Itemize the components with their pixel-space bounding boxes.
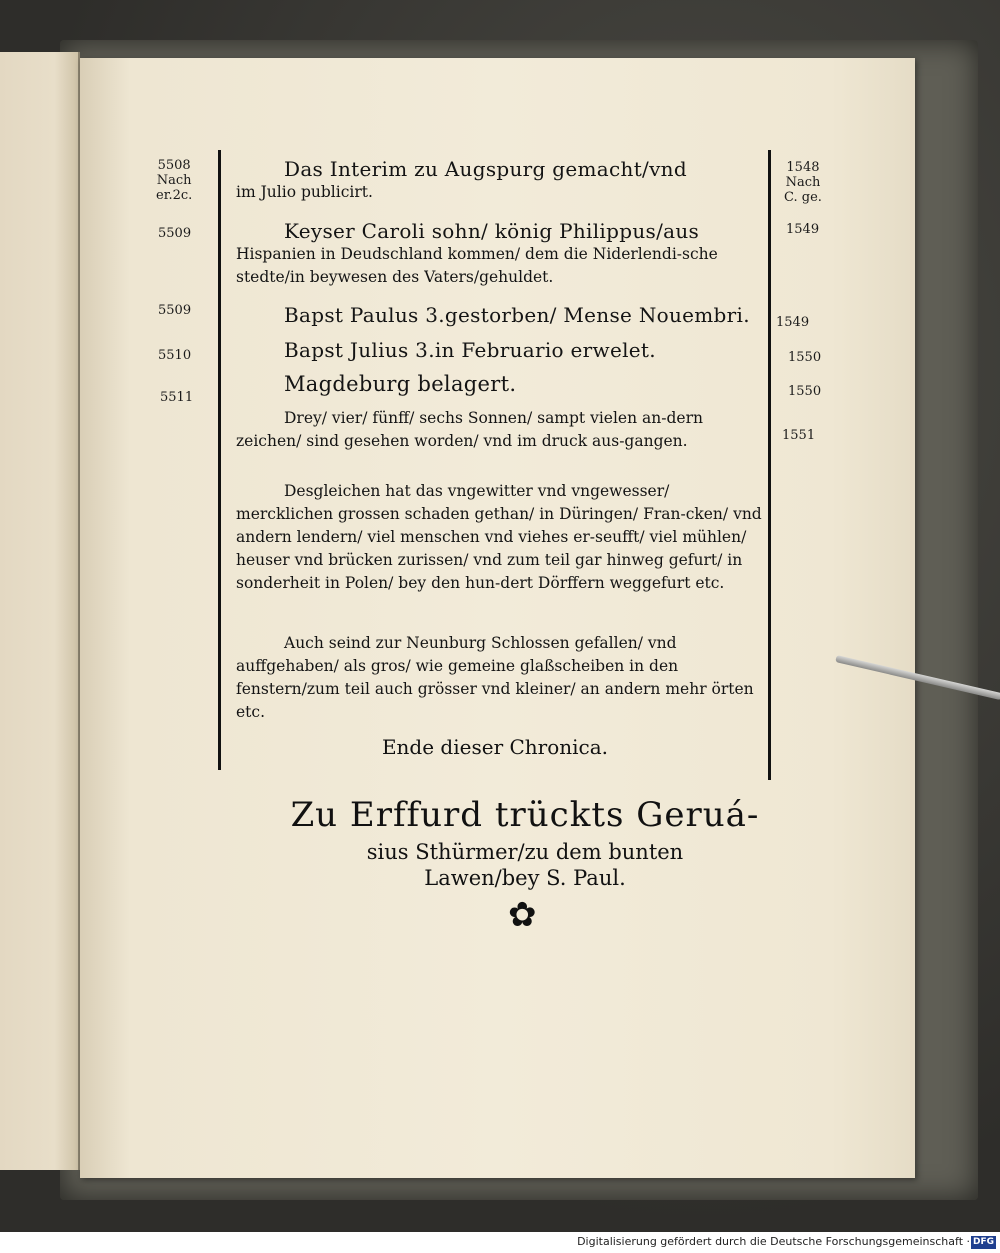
entry-text: Auch seind zur Neunburg Schlossen gefallen/ vnd auffgehaben/ als gros/ wie gemeine glaßscheiben in den fenstern/zum teil auch grösser vnd kleiner/ an andern mehr örten etc. xyxy=(236,634,754,721)
entry-heading: Magdeburg belagert. xyxy=(284,372,517,396)
chronicle-entry xyxy=(236,373,762,396)
dfg-logo-icon: DFG xyxy=(972,1237,994,1247)
margin-year-right: 1550 xyxy=(788,384,822,399)
colophon-line: sius Sthürmer/zu dem bunten xyxy=(366,840,684,864)
chronicle-entry xyxy=(236,480,762,595)
chronicle-entry xyxy=(236,339,762,362)
fleuron-ornament-icon: ✿ xyxy=(508,895,537,935)
margin-year-left: 5508 Nach er.2c. xyxy=(156,158,193,203)
margin-year-left: 5511 xyxy=(160,390,194,405)
left-page-edge xyxy=(0,52,80,1170)
entry-heading: Das Interim zu Augspurg gemacht/vnd xyxy=(284,157,687,181)
chronicle-entry xyxy=(236,632,762,724)
footer-credit: Digitalisierung gefördert durch die Deutsche Forschungsgemeinschaft · xyxy=(577,1235,970,1248)
entry-text: Drey/ vier/ fünff/ sechs Sonnen/ sampt vielen an-dern zeichen/ sind gesehen worden/ vnd im druck aus-gangen. xyxy=(236,409,703,450)
ende-heading: Ende dieser Chronica. xyxy=(381,735,609,759)
footer-bar xyxy=(0,1232,1000,1253)
chronicle-entry xyxy=(236,220,762,289)
colophon-line: Zu Erffurd trückts Geruá- xyxy=(290,795,760,835)
colophon-line: Lawen/bey S. Paul. xyxy=(424,866,626,890)
entry-text: Hispanien in Deudschland kommen/ dem die Niderlendi-sche stedte/in beywesen des Vaters/gehuldet. xyxy=(236,245,718,286)
entry-text: Desgleichen hat das vngewitter vnd vngewesser/ mercklichen grossen schaden gethan/ in Düringen/ Fran-cken/ vnd andern lendern/ viel menschen vnd viehes er-seufft/ viel mühlen/ heuser vnd brücken zurissen/ vnd zum teil gar hinweg gefurt/ in sonderheit in Polen/ bey den hun-dert Dörffern weggefurt etc. xyxy=(236,482,762,592)
chronicle-entry xyxy=(236,158,762,204)
chronicle-entry xyxy=(236,407,762,453)
entry-text: im Julio publicirt. xyxy=(236,183,373,201)
margin-year-right: 1550 xyxy=(788,350,822,365)
chronicle-entry xyxy=(236,304,762,327)
margin-year-right: 1549 xyxy=(786,222,820,237)
margin-year-right: 1548 Nach C. ge. xyxy=(784,160,822,205)
margin-year-left: 5509 xyxy=(158,303,192,318)
entry-heading: Bapst Julius 3.in Februario erwelet. xyxy=(284,338,656,362)
entry-heading: Keyser Caroli sohn/ könig Philippus/aus xyxy=(284,219,700,243)
right-margin-rule xyxy=(768,150,771,780)
margin-year-right: 1551 xyxy=(782,428,816,443)
entry-heading: Bapst Paulus 3.gestorben/ Mense Nouembri. xyxy=(284,303,750,327)
margin-year-right: 1549 xyxy=(776,315,810,330)
margin-year-left: 5509 xyxy=(158,226,192,241)
left-margin-rule xyxy=(218,150,221,770)
margin-year-left: 5510 xyxy=(158,348,192,363)
